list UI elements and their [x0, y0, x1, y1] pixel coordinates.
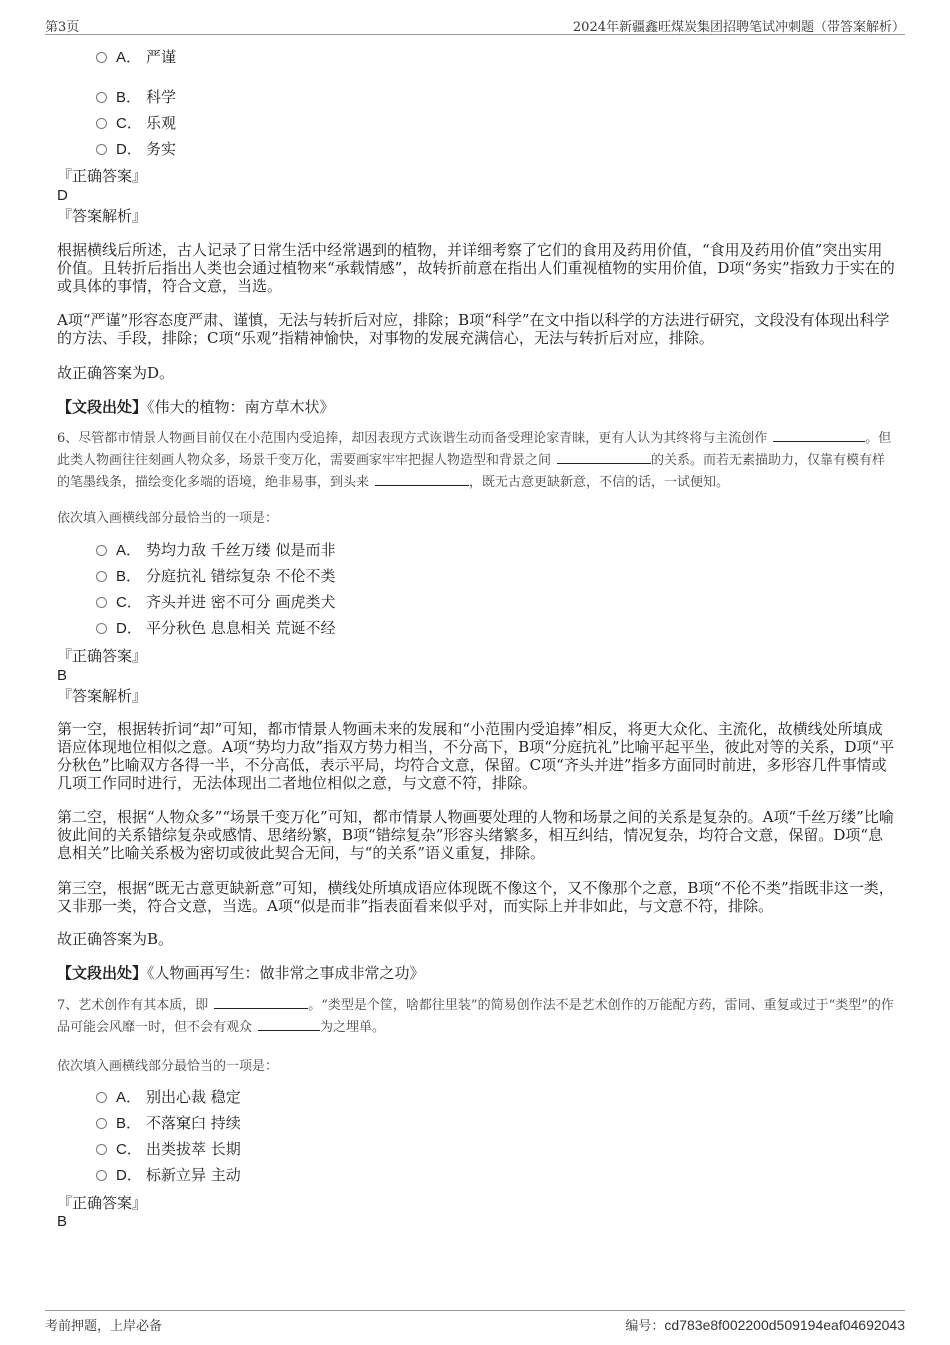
- q7-prompt: 依次填入画横线部分最恰当的一项是：: [57, 1059, 279, 1074]
- q7-question: 7、艺术创作有其本质，即 。“类型是个筐，啥都往里装”的简易创作法不是艺术创作的万能配方药，雷同、重复或过于“类型”的作品可能会风靡一时，但不会有观众 为之埋单。: [57, 998, 894, 1035]
- q6-analysis-paragraph: 第三空，根据“既无古意更缺新意”可知，横线处所填成语应体现既不像这个，又不像那个之意，B项“不伦不类”指既非这一类，又非那一类，符合文意，当选。A项“似是而非”指表面看来似乎对，而实际上并非如此，与文意不符，排除。: [57, 879, 894, 915]
- q5-option-d[interactable]: D． 务实: [96, 138, 176, 160]
- page-header: [45, 14, 905, 35]
- q5-conclusion: 故正确答案为D。: [57, 364, 175, 382]
- q6-option-b[interactable]: B． 分庭抗礼 错综复杂 不伦不类: [96, 565, 336, 587]
- blank-line: [214, 996, 308, 1009]
- radio-icon[interactable]: [96, 1144, 107, 1155]
- q6-prompt: 依次填入画横线部分最恰当的一项是：: [57, 511, 279, 526]
- radio-icon[interactable]: [96, 623, 107, 634]
- radio-icon[interactable]: [96, 92, 107, 103]
- q6-question: 6、尽管都市情景人物画目前仅在小范围内受追捧，却因表现方式诙谐生动而备受理论家青睐，更有人认为其终将与主流创作 。但此类人物画往往刻画人物众多，场景千变万化，需要画家牢牢把握人物造型和背景之间 的关系。而若无素描助力，仅靠有模有样的笔墨线条，描绘变化多端的语境，绝非易事，到头来 ，既无古意更缺新意，不信的话，一试便知。: [57, 431, 892, 490]
- radio-icon[interactable]: [96, 1092, 107, 1103]
- document-title: 2024年新疆鑫旺煤炭集团招聘笔试冲刺题（带答案解析）: [572, 20, 905, 35]
- q5-analysis-paragraph: 根据横线后所述，古人记录了日常生活中经常遇到的植物，并详细考察了它们的食用及药用价值，“食用及药用价值”突出实用价值。且转折后指出人类也会通过植物来“承载情感”，故转折前意在指出人们重视植物的实用价值，D项“务实”指致力于实在的或具体的事情，符合文意，当选。: [57, 241, 895, 295]
- radio-icon[interactable]: [96, 597, 107, 608]
- q6-correct-label: 『正确答案』: [57, 647, 148, 665]
- q6-option-a[interactable]: A． 势均力敌 千丝万缕 似是而非: [96, 539, 336, 561]
- page-number: 第3页: [45, 20, 80, 35]
- q7-option-a[interactable]: A． 别出心裁 稳定: [96, 1086, 241, 1108]
- blank-line: [557, 451, 651, 464]
- q6-option-d[interactable]: D． 平分秋色 息息相关 荒诞不经: [96, 617, 336, 639]
- q5-option-b[interactable]: B． 科学: [96, 86, 176, 108]
- q5-option-c[interactable]: C． 乐观: [96, 112, 176, 134]
- radio-icon[interactable]: [96, 1170, 107, 1181]
- radio-icon[interactable]: [96, 118, 107, 129]
- q5-analysis-paragraph: A项“严谨”形容态度严肃、谨慎，无法与转折后对应，排除；B项“科学”在文中指以科学的方法进行研究，文段没有体现出科学的方法、手段，排除；C项“乐观”指精神愉快，对事物的发展充满信心，无法与转折后对应，排除。: [57, 311, 890, 347]
- radio-icon[interactable]: [96, 571, 107, 582]
- q7-answer: B: [57, 1213, 68, 1230]
- q6-answer: B: [57, 667, 68, 684]
- q6-analysis-paragraph: 第二空，根据“人物众多”“场景千变万化”可知，都市情景人物画要处理的人物和场景之间的关系是复杂的。A项“千丝万缕”比喻彼此间的关系错综复杂或感情、思绪纷繁，B项“错综复杂”形容头绪繁多，相互纠结，情况复杂，均符合文意，保留。D项“息息相关”比喻关系极为密切或彼此契合无间，与“的关系”语义重复，排除。: [57, 808, 894, 862]
- q7-option-d[interactable]: D． 标新立异 主动: [96, 1164, 241, 1186]
- blank-line: [375, 473, 469, 486]
- q5-source: 【文段出处】《伟大的植物：南方草木状》: [57, 398, 335, 416]
- q5-analysis-label: 『答案解析』: [57, 207, 148, 225]
- radio-icon[interactable]: [96, 52, 107, 63]
- radio-icon[interactable]: [96, 144, 107, 155]
- q7-option-b[interactable]: B． 不落窠臼 持续: [96, 1112, 241, 1134]
- q7-correct-label: 『正确答案』: [57, 1194, 148, 1212]
- footer-slogan: 考前押题，上岸必备: [45, 1319, 163, 1334]
- q6-analysis-label: 『答案解析』: [57, 687, 148, 705]
- blank-line: [773, 429, 865, 442]
- radio-icon[interactable]: [96, 1118, 107, 1129]
- q6-analysis-paragraph: 第一空，根据转折词“却”可知，都市情景人物画未来的发展和“小范围内受追捧”相反，将更大众化、主流化，故横线处所填成语应体现地位相似之意。A项“势均力敌”指双方势力相当，不分高下，B项“分庭抗礼”比喻平起平坐，彼此对等的关系，D项“平分秋色”比喻双方各得一半，不分高低，表示平局，均符合文意，保留。C项“齐头并进”指多方面同时前进，多形容几件事情或几项工作同时进行，无法体现出二者地位相似之意，与文意不符，排除。: [57, 720, 895, 792]
- q5-answer: D: [57, 187, 68, 204]
- q7-option-c[interactable]: C． 出类拔萃 长期: [96, 1138, 241, 1160]
- page-footer: [45, 1310, 905, 1333]
- q5-option-a[interactable]: A． 严谨: [96, 46, 176, 68]
- q6-option-c[interactable]: C． 齐头并进 密不可分 画虎类犬: [96, 591, 336, 613]
- q5-correct-label: 『正确答案』: [57, 167, 148, 185]
- document-code: 编号：cd783e8f002200d509194eaf04692043: [625, 1317, 905, 1334]
- blank-line: [258, 1018, 320, 1031]
- q6-source: 【文段出处】《人物画再写生：做非常之事成非常之功》: [57, 964, 425, 982]
- q6-conclusion: 故正确答案为B。: [57, 930, 174, 948]
- radio-icon[interactable]: [96, 545, 107, 556]
